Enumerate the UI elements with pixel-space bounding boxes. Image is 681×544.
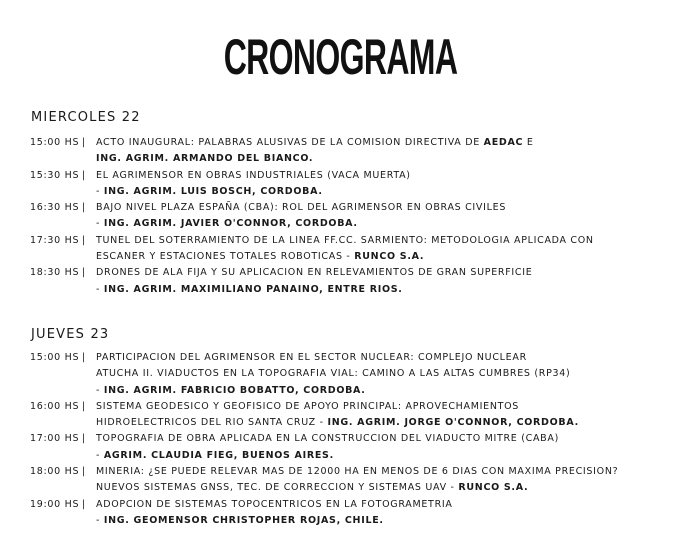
event-description [96, 350, 527, 366]
schedule-item-first-line [30, 233, 670, 249]
event-time: 16:30 HS [30, 202, 80, 214]
schedule-list-jueves [30, 350, 670, 529]
event-speaker: ING. AGRIM. ARMANDO DEL BIANCO. [96, 153, 314, 165]
schedule-item [30, 431, 670, 464]
event-speaker: RUNCO S.A. [354, 251, 425, 263]
event-description [96, 480, 528, 496]
event-speaker: AGRIM. CLAUDIA FIEG, BUENOS AIRES. [103, 449, 334, 461]
event-text: ATUCHA II. VIADUCTOS EN LA TOPOGRAFIA VIAL: CAMINO A LAS ALTAS CUMBRES (RP34) [96, 368, 571, 380]
event-description [96, 233, 594, 249]
event-time: 18:00 HS [30, 466, 80, 478]
event-text: ADOPCION DE SISTEMAS TOPOCENTRICOS EN LA FOTOGRAMETRIA [96, 498, 453, 510]
event-description [96, 513, 384, 529]
event-text: E [523, 137, 534, 148]
time-separator: | [82, 498, 86, 510]
event-time: 17:00 HS [30, 433, 80, 445]
schedule-item-continuation [30, 282, 670, 298]
schedule-item-continuation [30, 480, 670, 496]
schedule-item [30, 399, 670, 432]
event-description [96, 282, 403, 298]
event-time: 15:00 HS [30, 352, 80, 363]
time-separator: | [82, 352, 86, 363]
schedule-item [30, 265, 670, 298]
event-text: SISTEMA GEODESICO Y GEOFISICO DE APOYO PRINCIPAL: APROVECHAMIENTOS [96, 400, 520, 412]
event-speaker: ING. AGRIM. FABRICIO BOBATTO, CORDOBA. [103, 384, 366, 396]
time-separator: | [82, 433, 86, 445]
event-time: 18:30 HS [30, 267, 80, 279]
event-speaker: ING. AGRIM. MAXIMILIANO PANAINO, ENTRE RIOS. [103, 283, 403, 295]
day-heading-miercoles: MIERCOLES 22 [31, 110, 141, 125]
event-description [96, 366, 570, 382]
event-description [96, 168, 411, 184]
event-description [96, 200, 506, 216]
event-description [96, 249, 424, 265]
event-time: 15:00 HS [30, 137, 80, 148]
schedule-item-continuation [30, 184, 670, 200]
event-time: 17:30 HS [30, 234, 80, 246]
schedule-item-first-line [30, 431, 670, 447]
schedule-item-first-line [30, 350, 670, 366]
event-text: BAJO NIVEL PLAZA ESPAÑA (CBA): ROL DEL AGRIMENSOR EN OBRAS CIVILES [96, 202, 507, 214]
event-description [96, 383, 366, 399]
schedule-item [30, 168, 670, 201]
time-separator: | [82, 202, 86, 214]
schedule-item-first-line [30, 497, 670, 513]
event-speaker: ING. AGRIM. JORGE O'CONNOR, CORDOBA. [327, 417, 579, 429]
schedule-item [30, 200, 670, 233]
event-text: ESCANER Y ESTACIONES TOTALES ROBOTICAS - [96, 251, 355, 263]
event-text: - [96, 283, 104, 295]
event-description [96, 151, 313, 167]
event-description [96, 399, 519, 415]
event-text: NUEVOS SISTEMAS GNSS, TEC. DE CORRECCION Y SISTEMAS UAV - [96, 482, 459, 494]
event-text: - [96, 218, 104, 230]
schedule-item [30, 464, 670, 497]
schedule-item-continuation [30, 383, 670, 399]
event-text: DRONES DE ALA FIJA Y SU APLICACION EN RELEVAMIENTOS DE GRAN SUPERFICIE [96, 267, 533, 279]
event-text: TUNEL DEL SOTERRAMIENTO DE LA LINEA FF.CC. SARMIENTO: METODOLOGIA APLICADA CON [96, 234, 594, 246]
event-text: MINERIA: ¿SE PUEDE RELEVAR MAS DE 12000 HA EN MENOS DE 6 DIAS CON MAXIMA PRECISION? [96, 466, 619, 478]
event-description [96, 184, 323, 200]
schedule-item-continuation [30, 216, 670, 232]
event-text: ACTO INAUGURAL: PALABRAS ALUSIVAS DE LA COMISION DIRECTIVA DE [96, 137, 484, 148]
schedule-item [30, 350, 670, 399]
time-separator: | [82, 400, 86, 412]
schedule-item-continuation [30, 415, 670, 431]
schedule-item-first-line [30, 464, 670, 480]
event-text: - [96, 384, 104, 396]
day-heading-jueves: JUEVES 23 [31, 327, 110, 342]
time-separator: | [82, 137, 86, 148]
time-separator: | [82, 169, 86, 181]
time-separator: | [82, 234, 86, 246]
event-description [96, 415, 579, 431]
page-title: CRONOGRAMA [223, 29, 458, 85]
event-description [96, 135, 534, 151]
event-speaker: ING. AGRIM. JAVIER O'CONNOR, CORDOBA. [103, 218, 358, 230]
event-description [96, 265, 532, 281]
schedule-item-continuation [30, 249, 670, 265]
event-speaker: RUNCO S.A. [458, 482, 529, 494]
event-text: - [96, 449, 104, 461]
event-text: EL AGRIMENSOR EN OBRAS INDUSTRIALES (VACA MUERTA) [96, 169, 411, 181]
event-description [96, 431, 559, 447]
event-text: TOPOGRAFIA DE OBRA APLICADA EN LA CONSTRUCCION DEL VIADUCTO MITRE (CABA) [96, 433, 559, 445]
schedule-item [30, 497, 670, 530]
event-time: 19:00 HS [30, 498, 80, 510]
event-time: 15:30 HS [30, 169, 80, 181]
schedule-item-continuation [30, 151, 670, 167]
schedule-item [30, 135, 670, 168]
event-description [96, 448, 334, 464]
event-time: 16:00 HS [30, 400, 80, 412]
event-text: - [96, 185, 104, 197]
schedule-item-first-line [30, 265, 670, 281]
schedule-item-continuation [30, 448, 670, 464]
event-description [96, 497, 453, 513]
schedule-item-first-line [30, 200, 670, 216]
event-description [96, 464, 618, 480]
schedule-item-first-line [30, 168, 670, 184]
time-separator: | [82, 466, 86, 478]
event-text: HIDROELECTRICOS DEL RIO SANTA CRUZ - [96, 417, 328, 429]
event-description [96, 216, 358, 232]
schedule-list-miercoles [30, 135, 670, 298]
event-text: - [96, 514, 104, 526]
time-separator: | [82, 267, 86, 279]
schedule-item-continuation [30, 513, 670, 529]
event-speaker: AEDAC [483, 137, 524, 148]
schedule-item-first-line [30, 135, 670, 151]
event-speaker: ING. GEOMENSOR CHRISTOPHER ROJAS, CHILE. [103, 514, 384, 526]
event-text: PARTICIPACION DEL AGRIMENSOR EN EL SECTOR NUCLEAR: COMPLEJO NUCLEAR [96, 352, 527, 363]
event-speaker: ING. AGRIM. LUIS BOSCH, CORDOBA. [103, 185, 323, 197]
schedule-item-first-line [30, 399, 670, 415]
schedule-item-continuation [30, 366, 670, 382]
schedule-item [30, 233, 670, 266]
